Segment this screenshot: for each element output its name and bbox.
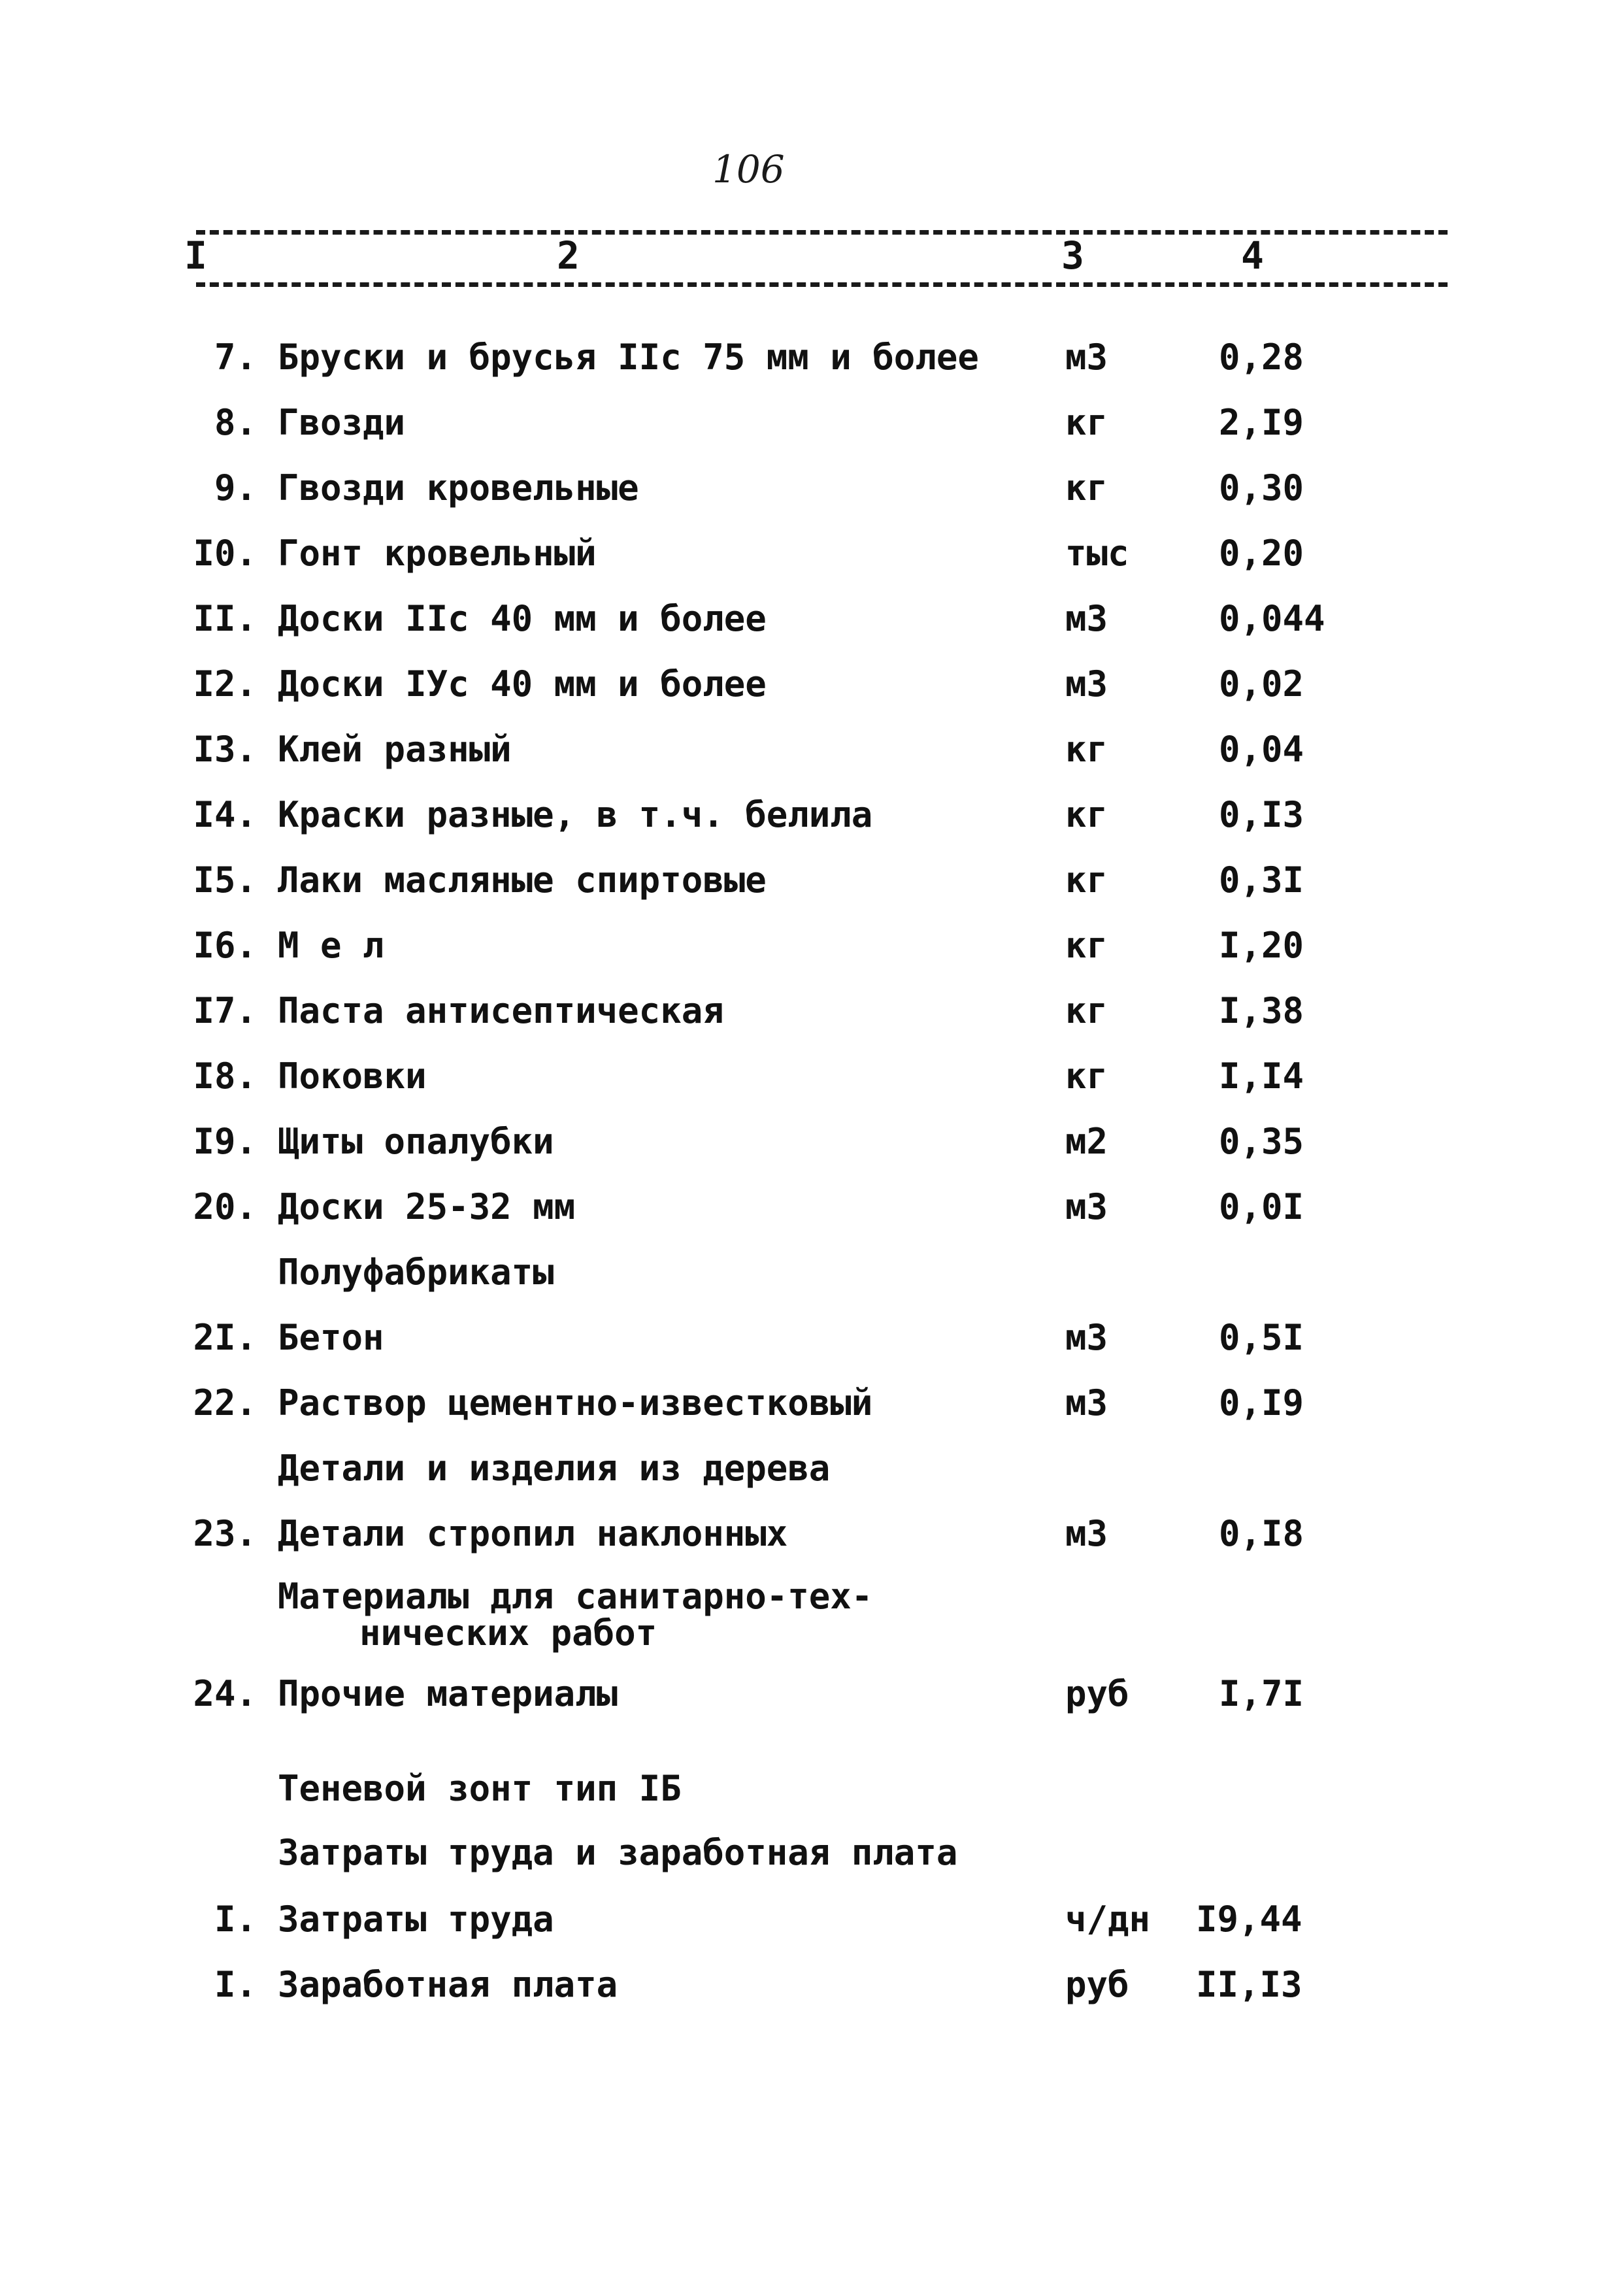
row-number: 9.	[214, 467, 257, 508]
row-qty: 0,02	[1219, 663, 1304, 705]
row-number: I7.	[193, 990, 257, 1031]
row-unit: кг	[1065, 402, 1108, 443]
table-row	[0, 1317, 1624, 1379]
table-row	[0, 859, 1624, 922]
row-qty: I,38	[1219, 990, 1304, 1031]
row-number: 7.	[214, 337, 257, 378]
row-qty: 0,5I	[1219, 1317, 1304, 1358]
row-number: 24.	[193, 1673, 257, 1714]
row-qty: 2,I9	[1219, 402, 1304, 443]
row-name: Гвозди	[278, 402, 406, 443]
row-qty: 0,28	[1219, 337, 1304, 378]
row-number: II.	[193, 598, 257, 639]
row-unit: м3	[1065, 663, 1108, 705]
row-number: I9.	[193, 1121, 257, 1162]
row-unit: м3	[1065, 1513, 1108, 1554]
table-row	[0, 1673, 1624, 1735]
page-number: 106	[712, 147, 785, 191]
row-unit: тыс	[1065, 533, 1129, 574]
row-unit: м3	[1065, 598, 1108, 639]
row-name: Краски разные, в т.ч. белила	[278, 794, 873, 835]
row-number: I8.	[193, 1056, 257, 1097]
row-number: I4.	[193, 794, 257, 835]
table-row	[0, 402, 1624, 464]
row-number: 20.	[193, 1186, 257, 1227]
table-row	[0, 467, 1624, 529]
row-number: 22.	[193, 1382, 257, 1423]
row-name: Заработная плата	[278, 1964, 618, 2005]
row-name: Поковки	[278, 1056, 427, 1097]
section-heading-line-1: Материалы для санитарно-тех-	[278, 1576, 873, 1617]
row-number: I.	[214, 1964, 257, 2005]
row-name: Лаки масляные спиртовые	[278, 859, 767, 901]
row-name: М е л	[278, 925, 384, 966]
row-unit: м2	[1065, 1121, 1108, 1162]
row-name: Бетон	[278, 1317, 384, 1358]
table-row	[0, 1513, 1624, 1575]
row-unit: ч/дн	[1065, 1899, 1151, 1940]
table-row	[0, 663, 1624, 725]
row-qty: 0,I9	[1219, 1382, 1304, 1423]
row-qty: 0,30	[1219, 467, 1304, 508]
table-row	[0, 1121, 1624, 1183]
table-row	[0, 1056, 1624, 1118]
table-row	[0, 598, 1624, 660]
column-header-3: 3	[1059, 237, 1087, 274]
table-row	[0, 794, 1624, 856]
row-unit: кг	[1065, 467, 1108, 508]
table-row	[0, 990, 1624, 1052]
row-qty: 0,I8	[1219, 1513, 1304, 1554]
row-unit: кг	[1065, 859, 1108, 901]
row-number: 8.	[214, 402, 257, 443]
row-name: Клей разный	[278, 729, 512, 770]
row-name: Доски 25-32 мм	[278, 1186, 576, 1227]
row-number: I0.	[193, 533, 257, 574]
row-qty: 0,044	[1219, 598, 1325, 639]
row-number: I6.	[193, 925, 257, 966]
table-row	[0, 1186, 1624, 1248]
row-qty: 0,04	[1219, 729, 1304, 770]
row-name: Раствор цементно-известковый	[278, 1382, 873, 1423]
row-name: Прочие материалы	[278, 1673, 618, 1714]
row-unit: кг	[1065, 925, 1108, 966]
table-row	[0, 533, 1624, 595]
row-unit: кг	[1065, 1056, 1108, 1097]
row-qty: I,7I	[1219, 1673, 1304, 1714]
table-row	[0, 1964, 1624, 2026]
row-name: Доски IIс 40 мм и более	[278, 598, 767, 639]
row-qty: 0,0I	[1219, 1186, 1304, 1227]
row-qty: 0,3I	[1219, 859, 1304, 901]
row-unit: м3	[1065, 1186, 1108, 1227]
row-qty: 0,35	[1219, 1121, 1304, 1162]
table-row	[0, 729, 1624, 791]
header-bottom-rule	[196, 282, 1448, 287]
row-qty: 0,I3	[1219, 794, 1304, 835]
row-unit: м3	[1065, 1382, 1108, 1423]
row-name: Бруски и брусья IIс 75 мм и более	[278, 337, 979, 378]
row-unit: кг	[1065, 794, 1108, 835]
row-name: Доски IУс 40 мм и более	[278, 663, 767, 705]
column-header-2: 2	[554, 237, 582, 274]
row-number: I2.	[193, 663, 257, 705]
column-header-1: I	[182, 237, 210, 274]
row-unit: м3	[1065, 1317, 1108, 1358]
row-qty: 0,20	[1219, 533, 1304, 574]
row-number: I5.	[193, 859, 257, 901]
row-unit: м3	[1065, 337, 1108, 378]
row-unit: кг	[1065, 729, 1108, 770]
section-heading-line-2: нических работ	[359, 1612, 657, 1654]
row-name: Детали стропил наклонных	[278, 1513, 788, 1554]
table-row	[0, 1899, 1624, 1961]
row-number: I.	[214, 1899, 257, 1940]
row-qty: I,20	[1219, 925, 1304, 966]
row-name: Щиты опалубки	[278, 1121, 554, 1162]
section-heading-wood-parts: Детали и изделия из дерева	[278, 1448, 831, 1489]
table-row	[0, 337, 1624, 399]
row-qty: I,I4	[1219, 1056, 1304, 1097]
section-heading-labor-wages: Затраты труда и заработная плата	[278, 1832, 958, 1873]
row-number: I3.	[193, 729, 257, 770]
row-unit: кг	[1065, 990, 1108, 1031]
row-number: 23.	[193, 1513, 257, 1554]
section-heading-sanitary-materials	[278, 1578, 872, 1652]
table-row	[0, 925, 1624, 987]
row-qty: II,I3	[1196, 1964, 1302, 2005]
row-name: Гвозди кровельные	[278, 467, 639, 508]
row-number: 2I.	[193, 1317, 257, 1358]
row-name: Затраты труда	[278, 1899, 554, 1940]
row-name: Гонт кровельный	[278, 533, 597, 574]
row-unit: руб	[1065, 1673, 1129, 1714]
row-name: Паста антисептическая	[278, 990, 724, 1031]
section-heading-semi-finished: Полуфабрикаты	[278, 1252, 554, 1293]
row-unit: руб	[1065, 1964, 1129, 2005]
section-heading-shade-awning: Теневой зонт тип IБ	[278, 1768, 682, 1809]
table-row	[0, 1382, 1624, 1444]
column-header-4: 4	[1238, 237, 1267, 274]
row-qty: I9,44	[1196, 1899, 1302, 1940]
